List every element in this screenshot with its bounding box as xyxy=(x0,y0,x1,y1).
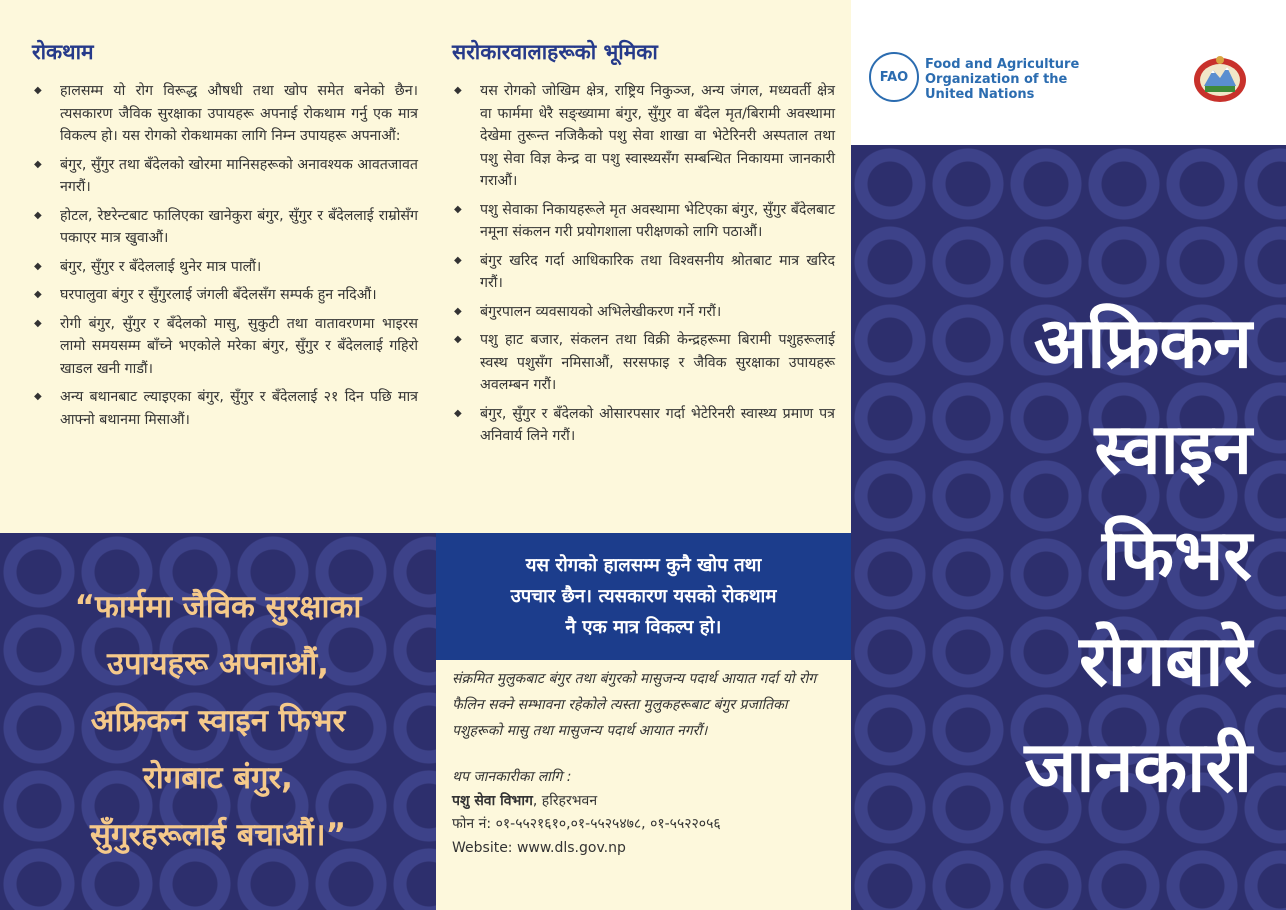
list-item: ◆ बंगुर, सुँगुर र बँदेलको ओसारपसार गर्दा भेटेरिनरी स्वास्थ्य प्रमाण पत्र अनिवार्य लिने गरौं। xyxy=(452,403,835,448)
stakeholder-list xyxy=(452,80,835,448)
list-item: ◆ बंगुरपालन व्यवसायको अभिलेखीकरण गर्ने गरौं। xyxy=(452,301,835,324)
info-section xyxy=(436,660,851,910)
title-panel xyxy=(851,145,1286,910)
prevention-section xyxy=(0,0,436,533)
bullet-icon: ◆ xyxy=(454,305,462,317)
bullet-icon: ◆ xyxy=(454,407,462,419)
import-warning: संक्रमित मुलुकबाट बंगुर तथा बंगुरको मासुजन्य पदार्थ आयात गर्दा यो रोग फैलिन सक्ने सम्भावना रहेकोले त्यस्ता मुलुकहरूबाट बंगुर प्रजातिका पशुहरूको मासु तथा मासुजन्य पदार्थ आयात नगरौं। xyxy=(452,671,817,739)
list-item: ◆ अन्य बथानबाट ल्याइएका बंगुर, सुँगुर र बँदेललाई २१ दिन पछि मात्र आफ्नो बथानमा मिसाऔं। xyxy=(32,386,418,431)
list-item: ◆ बंगुर, सुँगुर तथा बँदेलको खोरमा मानिसहरूको अनावश्यक आवतजावत नगरौं। xyxy=(32,154,418,199)
bullet-icon: ◆ xyxy=(34,158,42,170)
bullet-icon: ◆ xyxy=(34,260,42,272)
bullet-icon: ◆ xyxy=(454,85,462,96)
website-link[interactable]: Website: www.dls.gov.np xyxy=(452,839,626,856)
more-info-label: थप जानकारीका लागि : xyxy=(452,769,572,785)
stakeholder-section xyxy=(436,0,851,533)
bullet-icon: ◆ xyxy=(34,209,42,221)
nepal-emblem-icon xyxy=(1191,52,1249,104)
callout-text: यस रोगको हालसम्म कुनै खोप तथा उपचार छैन। त्यसकारण यसको रोकथाम नै एक मात्र विकल्प हो। xyxy=(510,555,777,638)
department-location: , हरिहरभवन xyxy=(532,792,598,809)
list-item: ◆ घरपालुवा बंगुर र सुँगुरलाई जंगली बँदेलसँग सम्पर्क हुन नदिऔं। xyxy=(32,284,418,307)
logo-header xyxy=(851,0,1286,145)
list-item: ◆ यस रोगको जोखिम क्षेत्र, राष्ट्रिय निकुञ्ज, अन्य जंगल, मध्यवर्ती क्षेत्र वा फार्ममा धेरै सङ्ख्यामा बंगुर, सुँगुर वा बँदेल मृत/बिरामी अवस्थामा देखेमा तुरून्त नजिकैको पशु सेवा शाखा वा भेटेरिनरी अस्पताल तथा पशु सेवा विज्ञ केन्द्र वा पशु स्वास्थ्यसँग सम्बन्धित निकायमा जानकारी गराऔं। xyxy=(452,80,835,193)
bullet-icon: ◆ xyxy=(454,203,462,215)
stakeholder-heading: सरोकारवालाहरूको भूमिका xyxy=(452,40,658,64)
quote-panel xyxy=(0,533,436,910)
department-name: पशु सेवा विभाग xyxy=(452,792,533,809)
quote-text: “फार्ममा जैविक सुरक्षाका उपायहरू अपनाऔं, अफ्रिकन स्वाइन फिभर रोगबाट बंगुर, सुँगुरहरूलाई बचाऔं।” xyxy=(74,589,362,853)
fao-logo-icon: FAO xyxy=(869,52,919,102)
bullet-icon: ◆ xyxy=(34,289,42,300)
list-item: ◆ बंगुर, सुँगुर र बँदेललाई थुनेर मात्र पालौं। xyxy=(32,256,418,279)
main-title: अफ्रिकन स्वाइन फिभर रोगबारे जानकारी xyxy=(1024,302,1252,808)
bullet-icon: ◆ xyxy=(34,391,42,402)
bullet-icon: ◆ xyxy=(454,334,462,345)
fao-organization-name: Food and Agriculture Organization of the United Nations xyxy=(925,57,1080,102)
contact-block xyxy=(452,766,835,860)
list-item: ◆ बंगुर खरिद गर्दा आधिकारिक तथा विश्वसनीय श्रोतबाट मात्र खरिद गरौं। xyxy=(452,250,835,295)
list-item: ◆ पशु हाट बजार, संकलन तथा विक्री केन्द्रहरूमा बिरामी पशुहरूलाई स्वस्थ पशुसँग नमिसाऔं, सरसफाइ र जैविक सुरक्षाका उपायहरू अवलम्बन गरौं। xyxy=(452,329,835,397)
bullet-icon: ◆ xyxy=(454,254,462,266)
prevention-heading: रोकथाम xyxy=(32,40,94,64)
list-item: ◆ होटल, रेष्टरेन्टबाट फालिएका खानेकुरा बंगुर, सुँगुर र बँदेललाई राम्रोसँग पकाएर मात्र खुवाऔं। xyxy=(32,205,418,250)
department-line xyxy=(452,790,835,814)
phone-numbers: फोन नं: ०१-५५२१६१०,०१-५५२५४७८, ०१-५५२२०५६ xyxy=(452,816,721,832)
list-item: ◆ हालसम्म यो रोग विरूद्ध औषधी तथा खोप समेत बनेको छैन। त्यसकारण जैविक सुरक्षाका उपायहरू अपनाई रोकथाम गर्नु एक मात्र विकल्प हो। यस रोगको रोकथामका लागि निम्न उपायहरू अपनाऔं: xyxy=(32,80,418,148)
callout-box xyxy=(436,533,851,660)
list-item: ◆ रोगी बंगुर, सुँगुर र बँदेलको मासु, सुकुटी तथा वातावरणमा भाइरस लामो समयसम्म बाँच्ने भएकोले मरेका बंगुर, सुँगुर र बँदेललाई गहिरो खाडल खनी गाडौं। xyxy=(32,313,418,381)
prevention-list xyxy=(32,80,418,431)
list-item: ◆ पशु सेवाका निकायहरूले मृत अवस्थामा भेटिएका बंगुर, सुँगुर बँदेलबाट नमूना संकलन गरी प्रयोगशाला परीक्षणको लागि पठाऔं। xyxy=(452,199,835,244)
bullet-icon: ◆ xyxy=(34,317,42,329)
bullet-icon: ◆ xyxy=(34,85,42,96)
